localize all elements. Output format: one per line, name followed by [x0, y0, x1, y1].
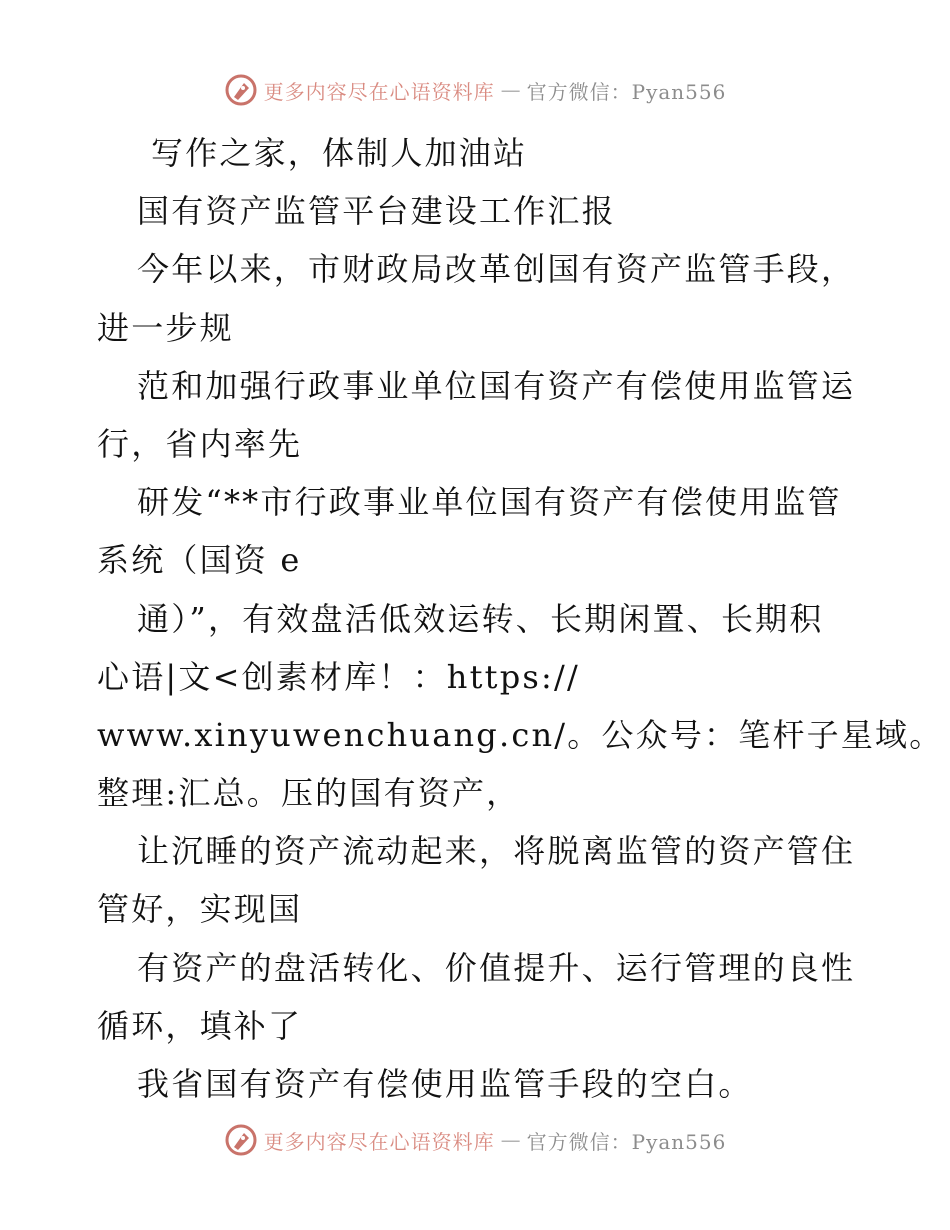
document-line: 整理:汇总。压的国有资产，	[97, 774, 521, 813]
document-line: 通）”，有效盘活低效运转、长期闲置、长期积	[137, 599, 824, 638]
document-body	[97, 124, 944, 1113]
document-line: 行，省内率先	[97, 424, 303, 463]
document-line-tagline: 写作之家，体制人加油站	[151, 134, 528, 172]
pen-nib-logo-icon	[224, 1123, 258, 1157]
watermark-right-text: 官方微信：Pyan556	[526, 79, 727, 104]
document-line: 管好，实现国	[97, 890, 303, 929]
header-watermark	[0, 70, 950, 110]
document-line: 进一步规	[97, 308, 234, 347]
pen-nib-logo-icon	[224, 73, 258, 107]
watermark-separator: —	[500, 1128, 521, 1152]
document-line: 研发“**市行政事业单位国有资产有偿使用监管	[137, 483, 842, 522]
document-line: 循环，填补了	[97, 1006, 303, 1045]
document-line-url: www.xinyuwenchuang.cn/。公众号：笔杆子星域。	[97, 715, 944, 754]
document-line: 我省国有资产有偿使用监管手段的空白。	[137, 1065, 753, 1103]
document-line: 今年以来，市财政局改革创国有资产监管手段，	[137, 250, 856, 289]
document-line: 有资产的盘活转化、价值提升、运行管理的良性	[137, 948, 856, 987]
document-line-source-link: 心语|文<创素材库！：https://	[97, 657, 580, 696]
watermark-separator: —	[500, 78, 521, 102]
document-title: 国有资产监管平台建设工作汇报	[137, 192, 616, 231]
document-line: 让沉睡的资产流动起来，将脱离监管的资产管住	[137, 832, 856, 871]
watermark-left-text: 更多内容尽在心语资料库	[263, 1129, 495, 1154]
document-line: 范和加强行政事业单位国有资产有偿使用监管运	[137, 366, 856, 405]
document-line: 系统（国资 e	[97, 541, 302, 580]
footer-watermark	[0, 1120, 950, 1160]
watermark-right-text: 官方微信：Pyan556	[526, 1129, 727, 1154]
watermark-left-text: 更多内容尽在心语资料库	[263, 79, 495, 104]
